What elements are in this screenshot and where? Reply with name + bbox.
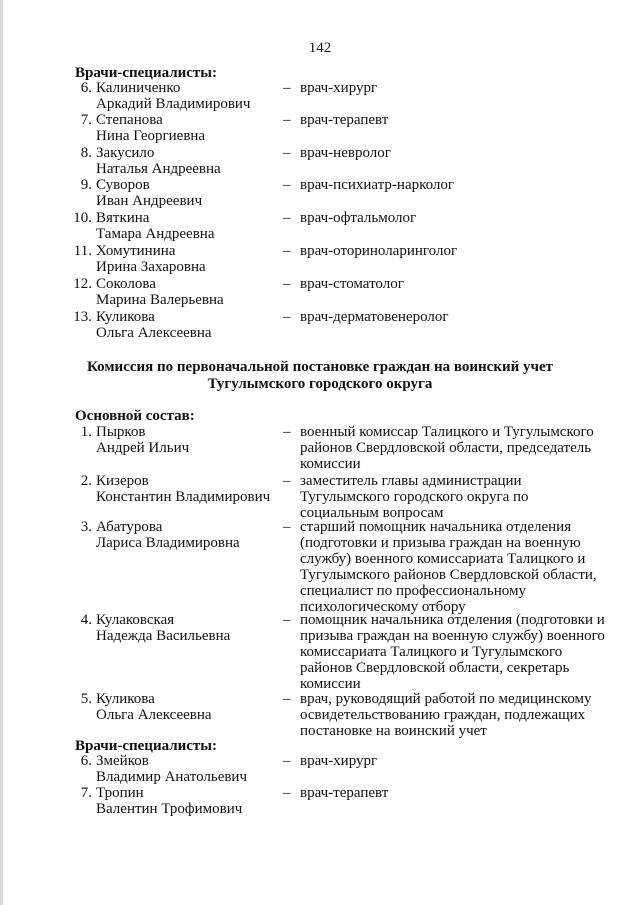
given-names: Марина Валерьевна	[96, 292, 224, 308]
item-number: 7.	[80, 112, 92, 128]
given-names: Аркадий Владимирович	[96, 96, 251, 112]
item-number: 13.	[73, 309, 92, 325]
role: заместитель главы администрации Тугулымского городского округа по социальным вопросам	[300, 473, 529, 521]
dash: –	[283, 177, 291, 193]
surname: Степанова	[96, 112, 163, 128]
dash: –	[283, 243, 291, 259]
dash: –	[283, 145, 291, 161]
surname: Закусило	[96, 145, 155, 161]
dash: –	[283, 112, 291, 128]
item-number: 9.	[80, 177, 92, 193]
role: врач-психиатр-нарколог	[300, 177, 455, 193]
dash: –	[283, 691, 291, 707]
given-names: Владимир Анатольевич	[96, 769, 248, 785]
section-heading-specialists: Врачи-специалисты:	[75, 65, 218, 81]
given-names: Ольга Алексеевна	[96, 707, 212, 723]
given-names: Нина Георгиевна	[96, 128, 206, 144]
dash: –	[283, 519, 291, 535]
surname: Тропин	[96, 785, 144, 801]
dash: –	[283, 785, 291, 801]
surname: Соколова	[96, 276, 156, 292]
item-number: 1.	[80, 424, 92, 440]
surname: Куликова	[96, 691, 155, 707]
dash: –	[283, 309, 291, 325]
dash: –	[283, 210, 291, 226]
item-number: 12.	[73, 276, 92, 292]
surname: Абатурова	[96, 519, 163, 535]
surname: Суворов	[96, 177, 150, 193]
item-number: 2.	[80, 473, 92, 489]
surname: Вяткина	[96, 210, 150, 226]
surname: Хомутинина	[96, 243, 176, 259]
dash: –	[283, 424, 291, 440]
item-number: 6.	[80, 753, 92, 769]
dash: –	[283, 753, 291, 769]
given-names: Ольга Алексеевна	[96, 325, 212, 341]
role: врач-офтальмолог	[300, 210, 417, 226]
given-names: Валентин Трофимович	[96, 801, 243, 817]
item-number: 5.	[80, 691, 92, 707]
role: врач-стоматолог	[300, 276, 404, 292]
item-number: 3.	[80, 519, 92, 535]
commission-title	[0, 359, 640, 393]
scan-edge	[0, 0, 3, 905]
given-names: Константин Владимирович	[96, 489, 271, 505]
dash: –	[283, 80, 291, 96]
item-number: 6.	[80, 80, 92, 96]
role: старший помощник начальника отделения (подготовки и призыва граждан на военную службу) военного комиссариата Талицкого и Тугулымского районов Свердловской области, специалист по профессиональному психологическому отбору	[300, 519, 597, 615]
item-number: 4.	[80, 612, 92, 628]
given-names: Ирина Захаровна	[96, 259, 206, 275]
surname: Змейков	[96, 753, 149, 769]
role: врач-терапевт	[300, 112, 389, 128]
surname: Кулаковская	[96, 612, 175, 628]
given-names: Лариса Владимировна	[96, 535, 240, 551]
surname: Куликова	[96, 309, 155, 325]
item-number: 7.	[80, 785, 92, 801]
page-number: 142	[308, 40, 332, 56]
dash: –	[283, 612, 291, 628]
item-number: 8.	[80, 145, 92, 161]
commission-title-line2: Тугулымского городского округа	[207, 376, 433, 392]
given-names: Иван Андреевич	[96, 193, 203, 209]
role: военный комиссар Талицкого и Тугулымского районов Свердловской области, председатель комиссии	[300, 424, 594, 472]
given-names: Андрей Ильич	[96, 440, 190, 456]
role: помощник начальника отделения (подготовки и призыва граждан на военную службу) военного комиссариата Талицкого и Тугулымского районов Свердловской области, секретарь комиссии	[300, 612, 605, 692]
role: врач-дерматовенеролог	[300, 309, 449, 325]
given-names: Тамара Андреевна	[96, 226, 215, 242]
role: врач-хирург	[300, 80, 378, 96]
item-number: 11.	[73, 243, 92, 259]
role: врач-хирург	[300, 753, 378, 769]
role: врач-невролог	[300, 145, 391, 161]
surname: Пырков	[96, 424, 146, 440]
given-names: Надежда Васильевна	[96, 628, 231, 644]
role: врач-терапевт	[300, 785, 389, 801]
role: врач-оториноларинголог	[300, 243, 458, 259]
commission-title-line1: Комиссия по первоначальной постановке граждан на воинский учет	[87, 359, 553, 375]
dash: –	[283, 473, 291, 489]
surname: Кизеров	[96, 473, 149, 489]
section-heading-main: Основной состав:	[75, 408, 195, 424]
section-heading-specialists-2: Врачи-специалисты:	[75, 738, 218, 754]
item-number: 10.	[73, 210, 92, 226]
role: врач, руководящий работой по медицинскому освидетельствованию граждан, подлежащих постановке на воинский учет	[300, 691, 592, 739]
surname: Калиниченко	[96, 80, 181, 96]
dash: –	[283, 276, 291, 292]
given-names: Наталья Андреевна	[96, 161, 221, 177]
